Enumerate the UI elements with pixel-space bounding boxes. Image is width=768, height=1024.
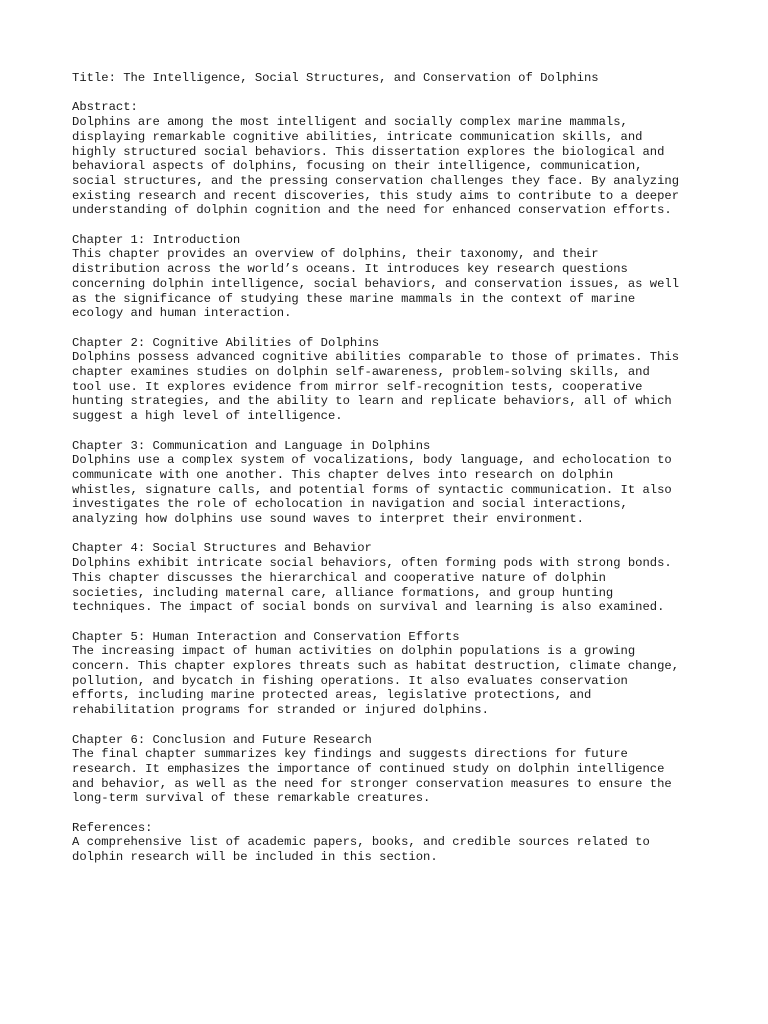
section-body-line: as the significance of studying these marine mammals in the context of marine (72, 291, 636, 306)
section-body (72, 835, 712, 864)
section-body (72, 247, 712, 321)
section-body-line: pollution, and bycatch in fishing operations. It also evaluates conservation (72, 673, 628, 688)
document-section (72, 336, 712, 424)
section-body-line: A comprehensive list of academic papers, books, and credible sources related to (72, 835, 650, 850)
section-heading: Chapter 6: Conclusion and Future Research (72, 732, 372, 747)
section-body-line: Dolphins possess advanced cognitive abilities comparable to those of primates. This (72, 350, 680, 365)
section-body-line: whistles, signature calls, and potential forms of syntactic communication. It also (72, 482, 672, 497)
section-body (72, 644, 712, 718)
section-body-line: and behavior, as well as the need for stronger conservation measures to ensure the (72, 776, 672, 791)
document-section (72, 733, 712, 807)
document-title: Title: The Intelligence, Social Structures, and Conservation of Dolphins (72, 71, 599, 85)
section-body-line: displaying remarkable cognitive abilities, intricate communication skills, and (72, 129, 643, 144)
section-body-line: behavioral aspects of dolphins, focusing on their intelligence, communication, (72, 159, 643, 174)
section-body (72, 747, 712, 806)
section-body-line: The final chapter summarizes key findings and suggests directions for future (72, 747, 628, 762)
document-sections (72, 100, 712, 864)
section-heading: References: (72, 820, 153, 835)
section-body-line: ecology and human interaction. (72, 306, 292, 321)
document-section (72, 630, 712, 718)
section-body-line: hunting strategies, and the ability to learn and replicate behaviors, all of which (72, 394, 672, 409)
section-body-line: This chapter discusses the hierarchical and cooperative nature of dolphin (72, 570, 606, 585)
section-body-line: The increasing impact of human activities on dolphin populations is a growing (72, 644, 636, 659)
section-body-line: distribution across the world’s oceans. It introduces key research questions (72, 262, 628, 277)
section-body-line: This chapter provides an overview of dolphins, their taxonomy, and their (72, 247, 599, 262)
document-section (72, 233, 712, 321)
section-heading: Abstract: (72, 100, 138, 115)
section-body-line: research. It emphasizes the importance of continued study on dolphin intelligence (72, 761, 665, 776)
document-page (72, 71, 712, 880)
section-body-line: understanding of dolphin cognition and the need for enhanced conservation efforts. (72, 203, 672, 218)
section-body-line: Dolphins are among the most intelligent and socially complex marine mammals, (72, 115, 628, 130)
section-heading: Chapter 3: Communication and Language in Dolphins (72, 438, 431, 453)
document-section (72, 821, 712, 865)
document-section (72, 541, 712, 615)
section-body-line: efforts, including marine protected areas, legislative protections, and (72, 688, 592, 703)
section-body-line: Dolphins use a complex system of vocalizations, body language, and echolocation to (72, 453, 672, 468)
section-body-line: social structures, and the pressing conservation challenges they face. By analyzing (72, 173, 680, 188)
section-heading: Chapter 4: Social Structures and Behavior (72, 541, 372, 556)
section-heading: Chapter 2: Cognitive Abilities of Dolphins (72, 335, 380, 350)
section-body-line: communicate with one another. This chapter delves into research on dolphin (72, 467, 614, 482)
section-heading: Chapter 5: Human Interaction and Conservation Efforts (72, 629, 460, 644)
section-body-line: chapter examines studies on dolphin self-awareness, problem-solving skills, and (72, 365, 650, 380)
section-body-line: techniques. The impact of social bonds on survival and learning is also examined. (72, 600, 665, 615)
section-body-line: societies, including maternal care, alliance formations, and group hunting (72, 585, 614, 600)
section-body-line: concern. This chapter explores threats such as habitat destruction, climate change, (72, 659, 680, 674)
section-heading: Chapter 1: Introduction (72, 232, 241, 247)
section-body (72, 556, 712, 615)
section-body-line: analyzing how dolphins use sound waves to interpret their environment. (72, 512, 584, 527)
document-section (72, 439, 712, 527)
section-body-line: concerning dolphin intelligence, social behaviors, and conservation issues, as well (72, 276, 680, 291)
section-body (72, 115, 712, 218)
document-section (72, 100, 712, 218)
section-body-line: highly structured social behaviors. This dissertation explores the biological and (72, 144, 665, 159)
section-body (72, 350, 712, 424)
section-body-line: rehabilitation programs for stranded or injured dolphins. (72, 703, 489, 718)
section-body-line: Dolphins exhibit intricate social behaviors, often forming pods with strong bonds. (72, 556, 672, 571)
section-body-line: investigates the role of echolocation in navigation and social interactions, (72, 497, 628, 512)
section-body-line: tool use. It explores evidence from mirror self-recognition tests, cooperative (72, 379, 643, 394)
section-body (72, 453, 712, 527)
section-body-line: dolphin research will be included in this section. (72, 850, 438, 865)
section-body-line: long-term survival of these remarkable creatures. (72, 791, 431, 806)
section-body-line: existing research and recent discoveries, this study aims to contribute to a deeper (72, 188, 680, 203)
section-body-line: suggest a high level of intelligence. (72, 409, 343, 424)
